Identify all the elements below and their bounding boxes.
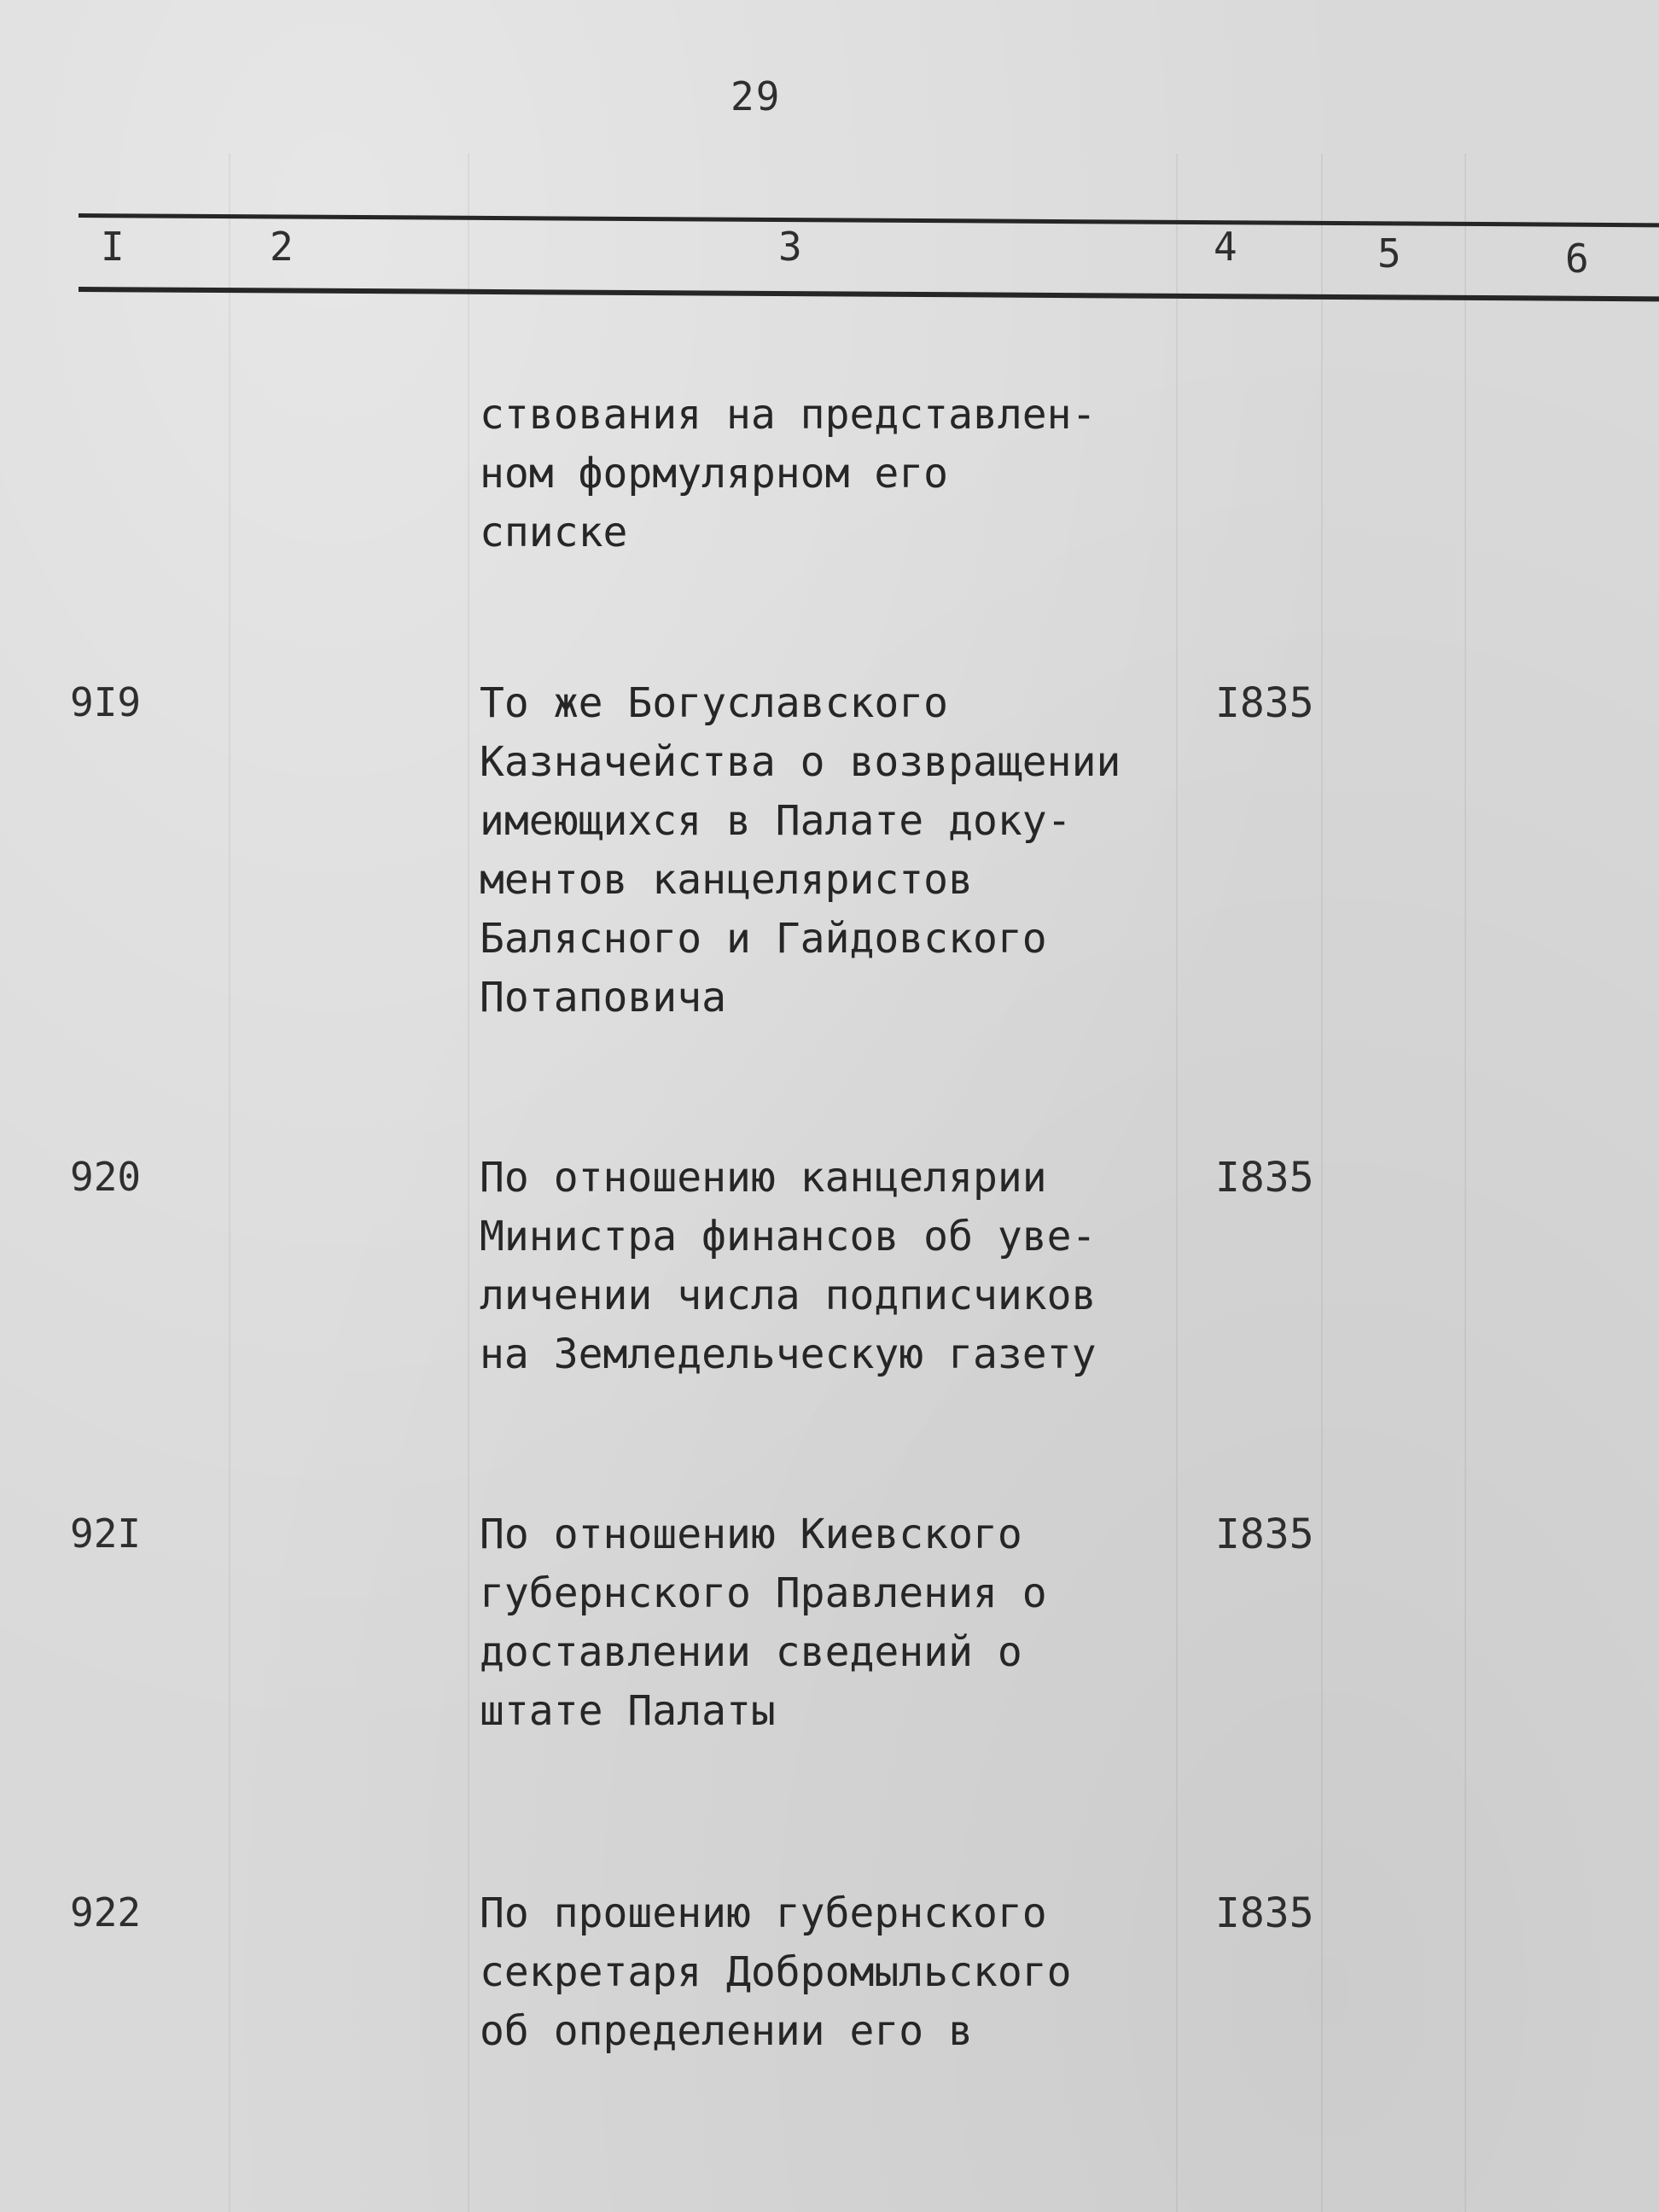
column-header-6: 6 <box>1565 236 1589 282</box>
header-bottom-rule <box>79 287 1659 301</box>
text-line: ствования на представлен- <box>480 391 1097 439</box>
text-line: ном формулярном его <box>480 450 949 498</box>
column-header-5: 5 <box>1377 230 1401 276</box>
page-number: 29 <box>731 73 782 119</box>
entry-number: 92I <box>70 1511 142 1557</box>
entry-number: 922 <box>70 1889 142 1936</box>
text-line: То же Богуславского <box>480 679 949 727</box>
text-line: доставлении сведений о <box>480 1628 1022 1676</box>
text-line: секретаря Добромыльского <box>480 1948 1072 1996</box>
text-line: По отношению Киевского <box>480 1511 1022 1558</box>
entry-year: I835 <box>1215 1154 1314 1202</box>
text-line: имеющихся в Палате доку- <box>480 797 1072 845</box>
column-guide <box>229 154 230 2212</box>
text-line: списке <box>480 509 628 556</box>
column-guide <box>1176 154 1178 2212</box>
text-line: губернского Правления о <box>480 1569 1047 1617</box>
entry-description <box>480 1505 1145 1741</box>
text-line: на Земледельческую газету <box>480 1330 1097 1378</box>
column-header-4: 4 <box>1214 224 1237 270</box>
entry-description <box>480 674 1145 1027</box>
column-header-2: 2 <box>270 224 294 270</box>
entry-year: I835 <box>1215 1889 1314 1937</box>
text-line: штате Палаты <box>480 1687 776 1735</box>
column-header-3: 3 <box>778 224 802 270</box>
text-line: Балясного и Гайдовского <box>480 915 1047 963</box>
entry-description <box>480 1149 1145 1384</box>
column-guide <box>1464 154 1466 2212</box>
column-guide <box>1321 154 1323 2212</box>
column-guide <box>468 154 469 2212</box>
text-line: Казначейства о возвращении <box>480 738 1121 786</box>
text-line: ментов канцеляристов <box>480 856 973 904</box>
column-header-1: I <box>101 224 125 270</box>
continuation-text <box>480 386 1145 562</box>
entry-description <box>480 1884 1145 2061</box>
text-line: По прошению губернского <box>480 1889 1047 1937</box>
text-line: Потаповича <box>480 974 726 1022</box>
entry-year: I835 <box>1215 679 1314 727</box>
entry-number: 9I9 <box>70 679 142 725</box>
entry-number: 920 <box>70 1154 142 1200</box>
entry-year: I835 <box>1215 1511 1314 1558</box>
text-line: По отношению канцелярии <box>480 1154 1047 1202</box>
header-top-rule <box>79 213 1659 227</box>
text-line: об определении его в <box>480 2007 973 2055</box>
text-line: Министра финансов об уве- <box>480 1213 1097 1260</box>
text-line: личении числа подписчиков <box>480 1272 1097 1319</box>
